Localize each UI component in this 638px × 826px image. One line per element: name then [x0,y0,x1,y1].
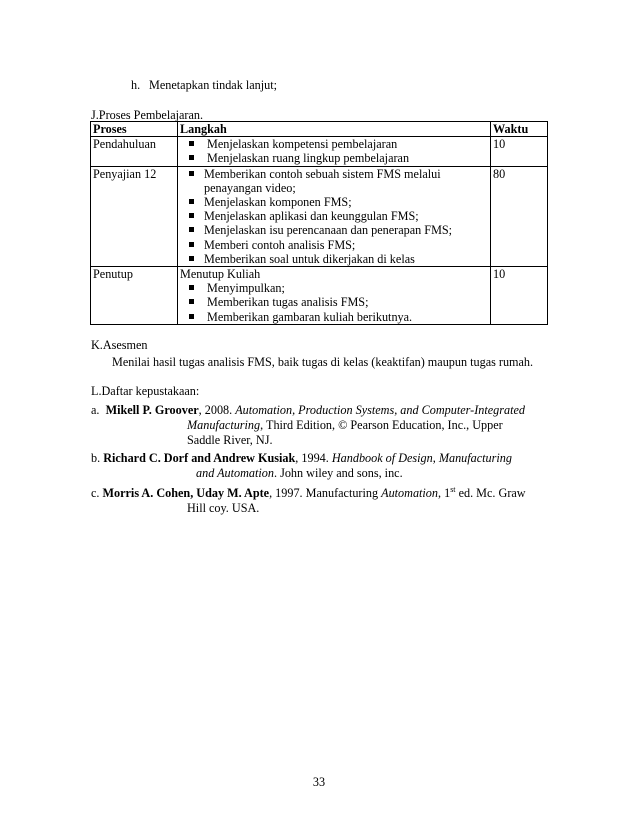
reference-c [91,486,551,516]
ref-place: Saddle River, NJ. [187,433,273,447]
cell-langkah [178,166,491,266]
ref-author: Mikell P. Groover [105,403,199,417]
step-item: Menjelaskan aplikasi dan keunggulan FMS; [180,209,488,223]
table-row [91,137,548,166]
list-item-h [131,78,277,93]
page-number: 33 [312,775,326,789]
ref-year: , 1994. [295,451,332,465]
step-list [180,281,488,324]
ref-label: a. [91,403,100,417]
cell-proses: Penyajian 12 [91,166,178,266]
header-langkah: Langkah [178,122,491,137]
step-item: Memberikan soal untuk dikerjakan di kelas [180,252,488,266]
ref-author: Richard C. Dorf and Andrew Kusiak [103,451,296,465]
table-header-row [91,122,548,137]
step-item: Memberi contoh analisis FMS; [180,238,488,252]
item-number: h. [131,78,141,92]
table-row [91,267,548,325]
ref-publisher: ed. Mc. Graw [455,486,526,500]
step-item: Menjelaskan komponen FMS; [180,195,488,209]
item-text: Menetapkan tindak lanjut; [149,78,277,92]
section-heading-k: K.Asesmen [91,338,148,352]
step-item: Menjelaskan isu perencanaan dan penerapan FMS; [180,223,488,237]
learning-process-table [90,121,548,325]
cell-proses: Pendahuluan [91,137,178,166]
ref-title-cont: and Automation [196,466,274,480]
step-item: Memberikan gambaran kuliah berikutnya. [180,310,488,324]
section-heading-l: L.Daftar kepustakaan: [91,384,200,398]
ref-publisher: , Third Edition, © Pearson Education, Inc., Upper [260,418,503,432]
ref-superscript: st [450,485,456,494]
step-list [180,167,488,266]
cell-waktu: 80 [491,166,548,266]
reference-a [91,403,551,448]
step-item: Memberikan contoh sebuah sistem FMS melalui penayangan video; [180,167,488,195]
section-heading-j: J.Proses Pembelajaran. [91,108,204,122]
table-row [91,166,548,266]
ref-title: Handbook of Design, Manufacturing [331,451,512,465]
header-proses: Proses [91,122,178,137]
ref-year: , 2008. [198,403,236,417]
ref-edition: , 1 [438,486,451,500]
assessment-text: Menilai hasil tugas analisis FMS, baik tugas di kelas (keaktifan) maupun tugas rumah. [112,355,534,369]
ref-title: Automation [381,486,438,500]
step-item: Memberikan tugas analisis FMS; [180,295,488,309]
step-item: Menyimpulkan; [180,281,488,295]
reference-b [91,451,551,481]
ref-title: Automation, Production Systems, and Computer-Integrated [235,403,525,417]
cell-waktu: 10 [491,267,548,325]
step-item: Menjelaskan kompetensi pembelajaran [180,137,488,151]
cell-waktu: 10 [491,137,548,166]
step-list [180,137,488,165]
step-intro: Menutup Kuliah [180,267,261,282]
ref-publisher: . John wiley and sons, inc. [273,466,403,480]
ref-label: b. [91,451,101,465]
ref-year: , 1997. Manufacturing [269,486,382,500]
cell-langkah [178,137,491,166]
cell-langkah [178,267,491,325]
ref-title-cont: Manufacturing [187,418,261,432]
step-item: Menjelaskan ruang lingkup pembelajaran [180,151,488,165]
ref-place: Hill coy. USA. [187,501,260,515]
cell-proses: Penutup [91,267,178,325]
ref-label: c. [91,486,100,500]
ref-author: Morris A. Cohen, Uday M. Apte [102,486,270,500]
header-waktu: Waktu [491,122,548,137]
